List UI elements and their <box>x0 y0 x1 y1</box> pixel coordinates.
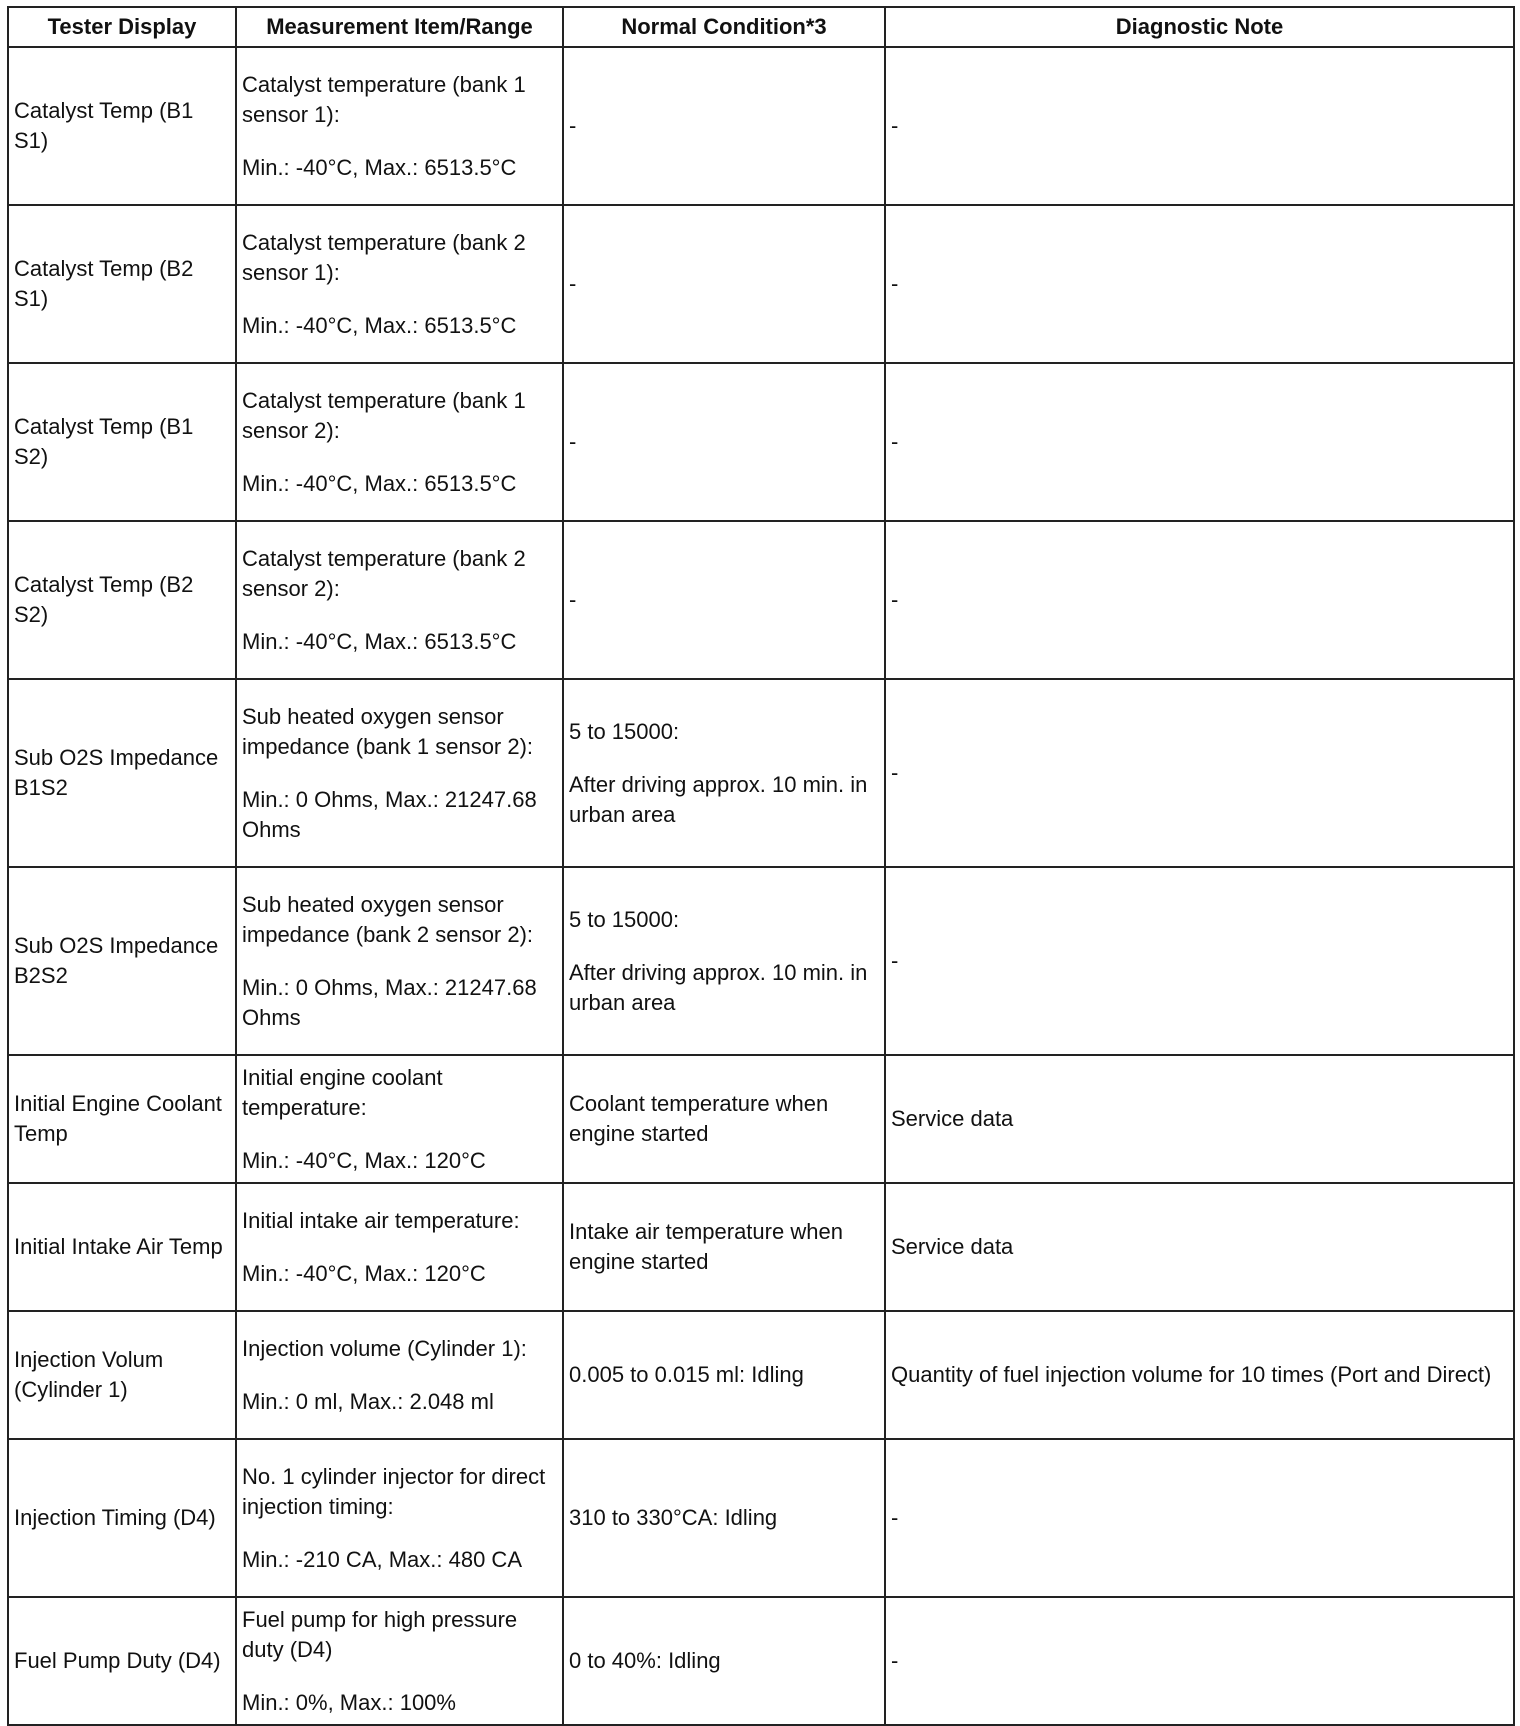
header-tester-display: Tester Display <box>8 7 236 47</box>
measurement-item-text: Initial intake air temperature: <box>242 1207 520 1233</box>
measurement-item-text: Min.: -40°C, Max.: 120°C <box>242 1260 486 1286</box>
diagnostic-note-cell <box>885 521 1514 679</box>
diagnostic-note-cell <box>885 867 1514 1055</box>
measurement-item-text: Min.: -40°C, Max.: 6513.5°C <box>242 154 517 180</box>
diagnostic-note-cell <box>885 1055 1514 1183</box>
diagnostic-note-cell <box>885 1183 1514 1311</box>
tester-display-cell: Catalyst Temp (B1 S1) <box>8 47 236 205</box>
normal-condition-cell <box>563 363 885 521</box>
diagnostic-note-text: - <box>891 760 899 785</box>
measurement-item-cell <box>236 1597 563 1725</box>
measurement-item-cell <box>236 205 563 363</box>
measurement-item-text: Min.: 0 ml, Max.: 2.048 ml <box>242 1388 494 1414</box>
diagnostic-note-text: - <box>891 113 899 138</box>
measurement-item-cell <box>236 1439 563 1597</box>
header-row <box>8 7 1514 47</box>
diagnostic-note-text: - <box>891 948 899 973</box>
diagnostic-note-text: Service data <box>891 1234 1014 1259</box>
normal-condition-cell <box>563 867 885 1055</box>
table-row <box>8 521 1514 679</box>
diagnostic-note-cell <box>885 363 1514 521</box>
tester-display-cell: Catalyst Temp (B2 S1) <box>8 205 236 363</box>
data-list-table <box>7 6 1515 1726</box>
tester-display-cell: Sub O2S Impedance B2S2 <box>8 867 236 1055</box>
measurement-item-text: Catalyst temperature (bank 1 sensor 1): <box>242 71 526 127</box>
tester-display-cell: Initial Engine Coolant Temp <box>8 1055 236 1183</box>
measurement-item-cell <box>236 47 563 205</box>
measurement-item-cell <box>236 867 563 1055</box>
normal-condition-text: - <box>569 271 577 296</box>
diagnostic-note-cell <box>885 1439 1514 1597</box>
diagnostic-note-cell <box>885 1311 1514 1439</box>
measurement-item-text: Initial engine coolant temperature: <box>242 1064 443 1120</box>
diagnostic-note-cell <box>885 679 1514 867</box>
table-row <box>8 363 1514 521</box>
measurement-item-cell <box>236 521 563 679</box>
diagnostic-note-text: - <box>891 1505 899 1530</box>
diagnostic-note-text: Service data <box>891 1106 1014 1131</box>
diagnostic-note-cell <box>885 205 1514 363</box>
table-row <box>8 205 1514 363</box>
diagnostic-data-list <box>7 6 1513 1726</box>
diagnostic-note-text: - <box>891 271 899 296</box>
table-row <box>8 47 1514 205</box>
normal-condition-text: 5 to 15000: <box>569 718 680 744</box>
table-row <box>8 1439 1514 1597</box>
header-diagnostic-note: Diagnostic Note <box>885 7 1514 47</box>
measurement-item-text: Min.: -40°C, Max.: 120°C <box>242 1147 486 1173</box>
tester-display-cell: Fuel Pump Duty (D4) <box>8 1597 236 1725</box>
tester-display-cell: Injection Volum (Cylinder 1) <box>8 1311 236 1439</box>
measurement-item-cell <box>236 363 563 521</box>
measurement-item-text: No. 1 cylinder injector for direct injection timing: <box>242 1463 546 1519</box>
measurement-item-text: Catalyst temperature (bank 2 sensor 1): <box>242 229 526 285</box>
measurement-item-cell <box>236 1183 563 1311</box>
table-row <box>8 679 1514 867</box>
table-row <box>8 1183 1514 1311</box>
normal-condition-text: 0 to 40%: Idling <box>569 1648 721 1673</box>
normal-condition-cell <box>563 1439 885 1597</box>
table-row <box>8 1055 1514 1183</box>
measurement-item-text: Min.: -40°C, Max.: 6513.5°C <box>242 312 517 338</box>
normal-condition-text: Coolant temperature when engine started <box>569 1091 829 1146</box>
header-normal-condition: Normal Condition*3 <box>563 7 885 47</box>
measurement-item-text: Min.: 0 Ohms, Max.: 21247.68 Ohms <box>242 786 537 842</box>
tester-display-cell: Sub O2S Impedance B1S2 <box>8 679 236 867</box>
measurement-item-cell <box>236 1311 563 1439</box>
normal-condition-text: - <box>569 587 577 612</box>
diagnostic-note-cell <box>885 1597 1514 1725</box>
tester-display-cell: Initial Intake Air Temp <box>8 1183 236 1311</box>
diagnostic-note-text: - <box>891 429 899 454</box>
tester-display-cell: Catalyst Temp (B1 S2) <box>8 363 236 521</box>
header-measurement-item: Measurement Item/Range <box>236 7 563 47</box>
measurement-item-text: Injection volume (Cylinder 1): <box>242 1335 527 1361</box>
normal-condition-text: 5 to 15000: <box>569 906 680 932</box>
normal-condition-cell <box>563 1597 885 1725</box>
table-row <box>8 1597 1514 1725</box>
normal-condition-cell <box>563 47 885 205</box>
normal-condition-cell <box>563 1311 885 1439</box>
normal-condition-cell <box>563 521 885 679</box>
table-row <box>8 867 1514 1055</box>
normal-condition-cell <box>563 205 885 363</box>
table-row <box>8 1311 1514 1439</box>
measurement-item-text: Min.: 0 Ohms, Max.: 21247.68 Ohms <box>242 974 537 1030</box>
measurement-item-text: Catalyst temperature (bank 1 sensor 2): <box>242 387 526 443</box>
normal-condition-text: - <box>569 113 577 138</box>
measurement-item-text: Min.: -40°C, Max.: 6513.5°C <box>242 628 517 654</box>
normal-condition-cell <box>563 1055 885 1183</box>
normal-condition-text: 310 to 330°CA: Idling <box>569 1505 778 1530</box>
normal-condition-text: - <box>569 429 577 454</box>
diagnostic-note-text: - <box>891 587 899 612</box>
measurement-item-text: Catalyst temperature (bank 2 sensor 2): <box>242 545 526 601</box>
measurement-item-text: Min.: 0%, Max.: 100% <box>242 1689 456 1715</box>
normal-condition-cell <box>563 1183 885 1311</box>
measurement-item-text: Sub heated oxygen sensor impedance (bank 2 sensor 2): <box>242 891 534 947</box>
measurement-item-text: Min.: -40°C, Max.: 6513.5°C <box>242 470 517 496</box>
normal-condition-text: After driving approx. 10 min. in urban area <box>569 771 868 827</box>
diagnostic-note-cell <box>885 47 1514 205</box>
measurement-item-text: Sub heated oxygen sensor impedance (bank 1 sensor 2): <box>242 703 534 759</box>
measurement-item-cell <box>236 679 563 867</box>
measurement-item-text: Fuel pump for high pressure duty (D4) <box>242 1606 518 1662</box>
diagnostic-note-text: Quantity of fuel injection volume for 10 times (Port and Direct) <box>891 1362 1492 1387</box>
measurement-item-cell <box>236 1055 563 1183</box>
normal-condition-text: 0.005 to 0.015 ml: Idling <box>569 1362 804 1387</box>
measurement-item-text: Min.: -210 CA, Max.: 480 CA <box>242 1546 522 1572</box>
tester-display-cell: Injection Timing (D4) <box>8 1439 236 1597</box>
tester-display-cell: Catalyst Temp (B2 S2) <box>8 521 236 679</box>
normal-condition-cell <box>563 679 885 867</box>
normal-condition-text: Intake air temperature when engine started <box>569 1219 843 1274</box>
normal-condition-text: After driving approx. 10 min. in urban area <box>569 959 868 1015</box>
diagnostic-note-text: - <box>891 1648 899 1673</box>
